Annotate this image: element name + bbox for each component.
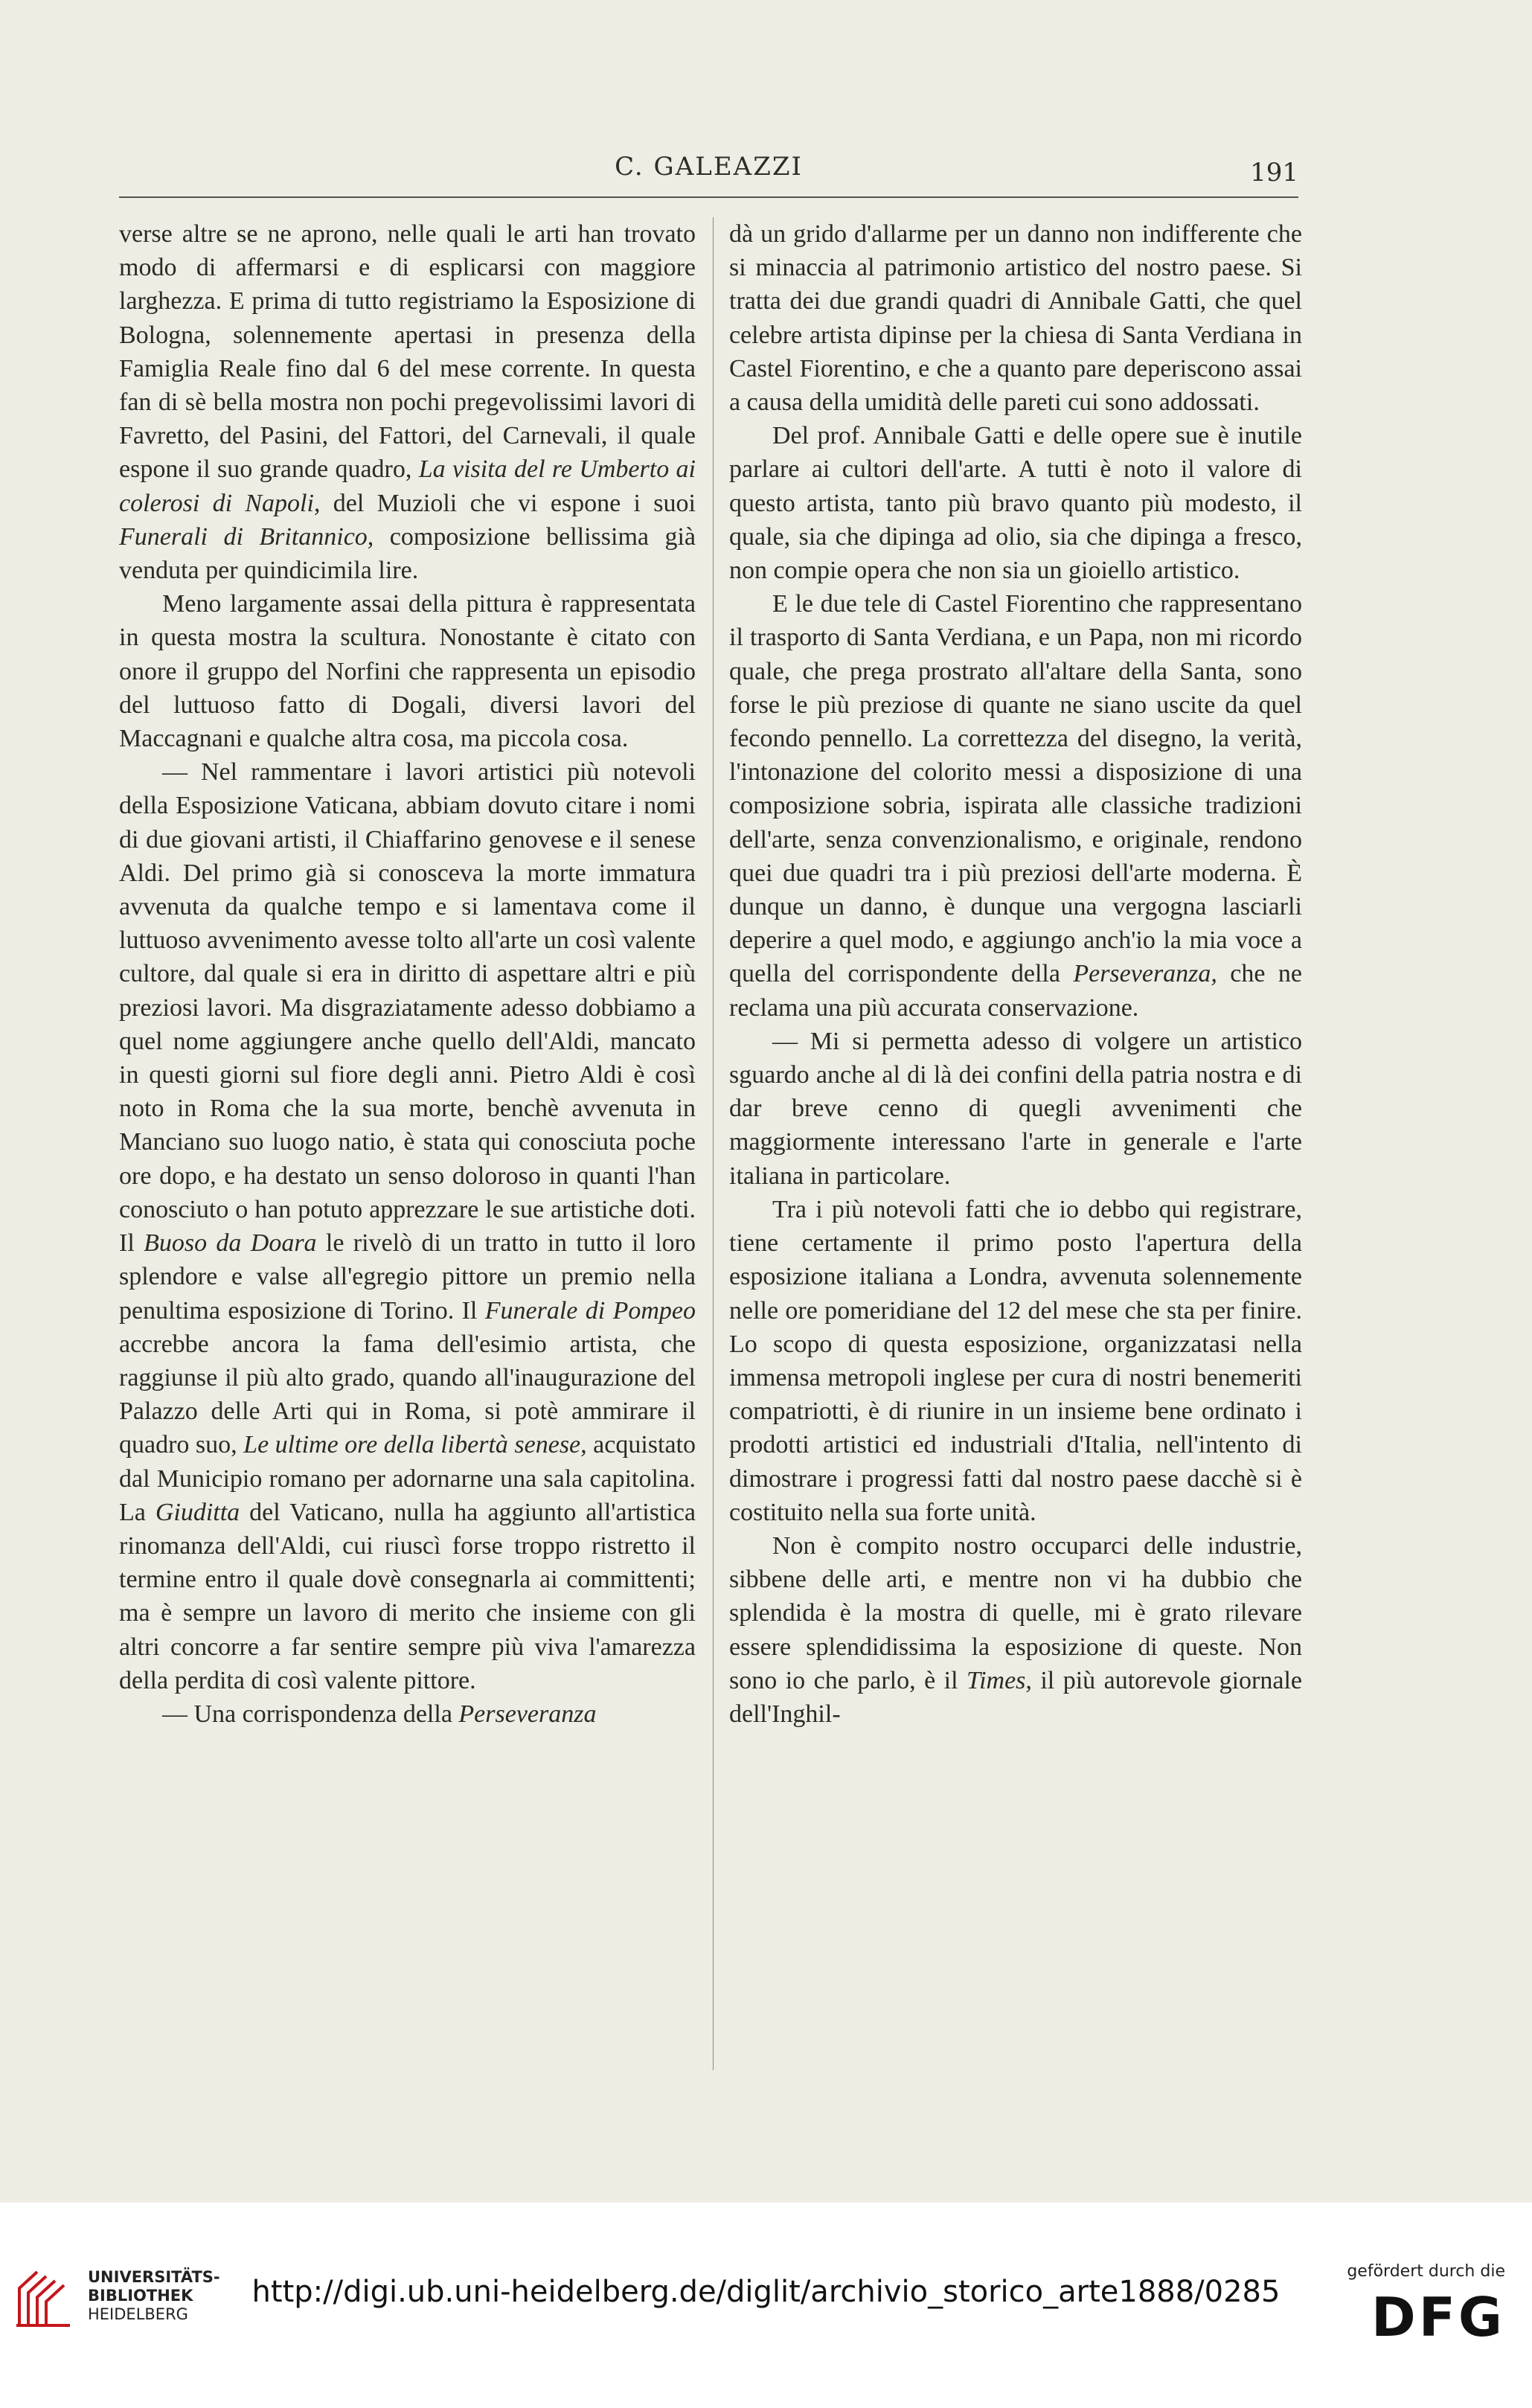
newspaper-title: Perseveranza, [1073,960,1217,988]
right-paragraph-1: dà un grido d'allarme per un danno non indifferente che si minaccia al patrimonio artistico del nostro paese. Si tratta dei due grandi quadri di Annibale Gatti, che quel celebre artista dipinse per la chiesa di Santa Verdiana in Castel Fiorentino, e che a quanto pare deperiscono assai a causa della umidità delle pareti cui sono addossati. [729,220,1302,417]
dfg-logo-icon: DFG [1371,2286,1505,2348]
right-paragraph-5: Tra i più notevoli fatti che io debbo qui registrare, tiene certamente il primo posto l'apertura della esposizione italiana a Londra, avvenuta solennemente nelle ore pomeridiane del 12 del mese che sta per finire. Lo scopo di questa esposizione, organizzatasi nella immensa metropoli inglese per cura di nostri benemeriti compatriotti, è di riunire in un insieme bene ordinato i prodotti artistici ed industriali d'Italia, nell'intento di dimostrare i progressi fatti dal nostro paese dacchè si è costituito nella sua forte unità. [729,1195,1302,1526]
text-run: verse altre se ne aprono, nelle quali le arti han trovato modo di affermarsi e di esplicarsi con maggiore larghezza. E prima di tutto registriamo la Esposizione di Bologna, solennemente apertasi in presenza della Famiglia Reale fino dal 6 del mese corrente. In questa fan di sè bella mostra non pochi pregevolissimi lavori di Favretto, del Pasini, del Fattori, del Carnevali, il quale espone il suo grande quadro, [119,220,696,484]
sponsor-text: gefördert durch die [1347,2262,1505,2281]
text-run: — Nel rammentare i lavori artistici più notevoli della Esposizione Vaticana, abbiam dovuto citare i nomi di due giovani artisti, il Chiaffarino genovese e il senese Aldi. Del primo già si conosceva la morte immatura avvenuta da qualche tempo e si lamentava come il luttuoso avvenimento avesse tolto all'arte un così valente cultore, dal quale si era in diritto di aspettare altri e più preziosi lavori. Ma disgraziatamente adesso dobbiamo a quel nome aggiungere anche quello dell'Aldi, mancato in questi giorni sul fiore degli anni. Pietro Aldi è così noto in Roma che la sua morte, benchè avvenuta in Manciano suo luogo natio, è stata qui conosciuta poche ore dopo, e ha destato un senso doloroso in quanti l'han conosciuto o han potuto apprezzare le sue artistiche doti. Il [119,758,696,1258]
artwork-title: Funerali di Britannico, [119,522,374,551]
artwork-title: La visita del re Umberto ai colerosi di Napoli, [119,455,696,517]
text-run: che ne reclama una più accurata conservazione. [729,960,1302,1022]
text-run: il più autorevole giornale dell'Inghil- [729,1666,1302,1728]
artwork-title: Funerale di Pompeo [484,1296,696,1325]
text-run: — Una corrispondenza della [162,1700,459,1728]
column-divider [713,217,714,2070]
permalink-url[interactable]: http://digi.ub.uni-heidelberg.de/diglit/archivio_storico_arte1888/0285 [251,2275,1281,2309]
header-rule [119,196,1298,198]
text-run: Non è compito nostro occuparci delle industrie, sibbene delle arti, e mentre non vi ha dubbio che splendida è la mostra di quelle, mi è grato rilevare essere splendidissima la esposizione di queste. Non sono io che parlo, è il [729,1531,1302,1694]
right-paragraph-2: Del prof. Annibale Gatti e delle opere sue è inutile parlare ai cultori dell'arte. A tutti è noto il valore di questo artista, tanto più bravo quanto più modesto, il quale, sia che dipinga ad olio, sia che dipinga a fresco, non compie opera che non sia un gioiello artistico. [729,422,1302,585]
text-run: del Muzioli che vi espone i suoi [320,489,696,517]
left-column [119,217,696,1731]
left-paragraph-1 [119,217,696,587]
library-name-line: BIBLIOTHEK [88,2287,193,2305]
text-run: composizione bellissima già venduta per quindicimila lire. [119,522,696,585]
right-column [729,217,1302,1731]
left-paragraph-4 [119,1697,696,1731]
library-name-line: UNIVERSITÄTS- [88,2268,220,2286]
text-run: acquistato dal Municipio romano per adornarne una sala capitolina. La [119,1431,696,1526]
left-paragraph-3 [119,755,696,1697]
artwork-title: Buoso da Doara [144,1229,317,1258]
artwork-title: Le ultime ore della libertà senese, [243,1431,587,1459]
page-header [119,147,1298,192]
left-paragraph-2: Meno largamente assai della pittura è rappresentata in questa mostra la scultura. Nonostante è citato con onore il gruppo del Norfini che rappresenta un episodio del luttuoso fatto di Dogali, diversi lavori del Maccagnani e qualche altra cosa, ma piccola cosa. [119,590,696,753]
page-number: 191 [1250,158,1298,188]
right-paragraph-3 [729,587,1302,1025]
right-paragraph-6 [729,1529,1302,1731]
right-paragraph-4: — Mi si permetta adesso di volgere un artistico sguardo anche al di là dei confini della patria nostra e di dar breve cenno di quegli avvenimenti che maggiormente interessano l'arte in generale e l'arte italiana in particolare. [729,1027,1302,1190]
text-run: accrebbe ancora la fama dell'esimio artista, che raggiunse il più alto grado, quando all'inaugurazione del Palazzo delle Arti qui in Roma, si potè ammirare il quadro suo, [119,1330,696,1459]
text-run: E le due tele di Castel Fiorentino che rappresentano il trasporto di Santa Verdiana, e un Papa, non mi ricordo quale, che prega prostrato all'altare della Santa, sono forse le più preziose di quante ne siano uscite da quel fecondo pennello. La correttezza del disegno, la verità, l'intonazione del colorito messi a disposizione di una composizione sobria, ispirata alle classiche tradizioni dell'arte, senza convenzionalismo, e originale, rendono quei due quadri tra i più preziosi dell'arte moderna. È dunque un danno, è dunque una vergogna lasciarli deperire a quel modo, e aggiungo anch'io la mia voce a quella del corrispondente della [729,590,1302,988]
newspaper-title: Perseveranza [458,1700,597,1728]
text-run: del Vaticano, nulla ha aggiunto all'artistica rinomanza dell'Aldi, cui riuscì forse troppo ristretto il termine entro il quale dovè consegnarla ai committenti; ma è sempre un lavoro di merito che insieme con gli altri concorre a far sentire sempre più viva l'amarezza della perdita di così valente pittore. [119,1498,696,1694]
library-city: HEIDELBERG [88,2305,188,2323]
running-title: C. GALEAZZI [615,152,803,182]
newspaper-title: Times, [967,1666,1032,1694]
artwork-title: Giuditta [155,1498,240,1526]
digitization-footer [0,2203,1532,2408]
text-run: le rivelò di un tratto in tutto il loro splendore e valse all'egregio pittore un premio nella penultima esposizione di Torino. Il [119,1229,696,1325]
